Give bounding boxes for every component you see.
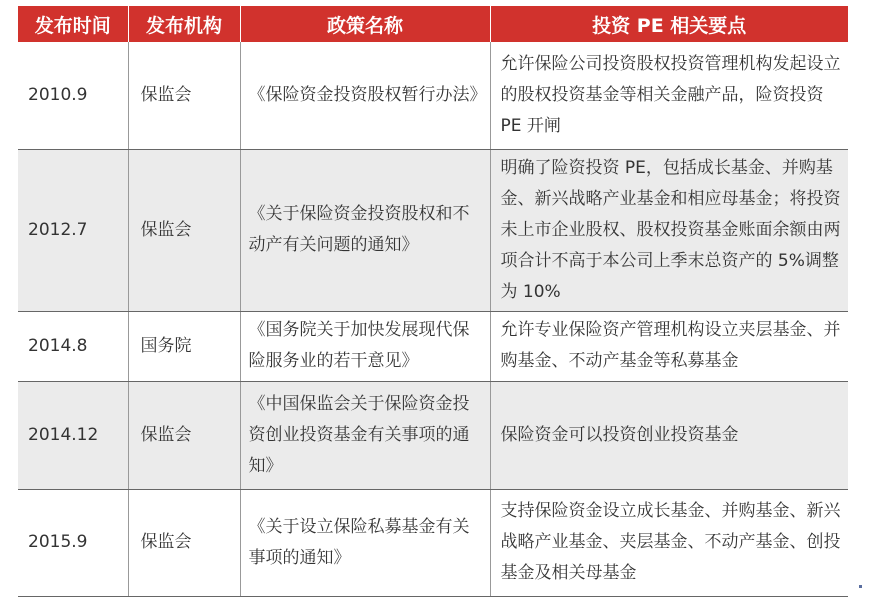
cell-policy: 《关于保险资金投资股权和不动产有关问题的通知》	[240, 149, 490, 311]
header-release-org: 发布机构	[128, 6, 240, 42]
cell-date: 2012.7	[18, 149, 128, 311]
cell-policy: 《关于设立保险私募基金有关事项的通知》	[240, 489, 490, 596]
cell-policy: 《保险资金投资股权暂行办法》	[240, 42, 490, 149]
table-row	[18, 489, 848, 596]
cell-points: 允许专业保险资产管理机构设立夹层基金、并购基金、不动产基金等私募基金	[490, 311, 848, 381]
cell-date: 2010.9	[18, 42, 128, 149]
cell-points: 保险资金可以投资创业投资基金	[490, 381, 848, 489]
header-pe-key-points: 投资 PE 相关要点	[490, 6, 848, 42]
cell-date: 2014.12	[18, 381, 128, 489]
policy-table	[18, 6, 848, 597]
cell-points: 允许保险公司投资股权投资管理机构发起设立的股权投资基金等相关金融产品，险资投资 PE 开闸	[490, 42, 848, 149]
decorative-dot	[859, 585, 862, 588]
table-row	[18, 149, 848, 311]
cell-org: 保监会	[128, 149, 240, 311]
cell-points: 明确了险资投资 PE，包括成长基金、并购基金、新兴战略产业基金和相应母基金；将投资未上市企业股权、股权投资基金账面余额由两项合计不高于本公司上季末总资产的 5%调整为 10%	[490, 149, 848, 311]
cell-org: 国务院	[128, 311, 240, 381]
cell-org: 保监会	[128, 489, 240, 596]
header-policy-name: 政策名称	[240, 6, 490, 42]
cell-policy: 《国务院关于加快发展现代保险服务业的若干意见》	[240, 311, 490, 381]
header-release-date: 发布时间	[18, 6, 128, 42]
cell-points: 支持保险资金设立成长基金、并购基金、新兴战略产业基金、夹层基金、不动产基金、创投基金及相关母基金	[490, 489, 848, 596]
cell-policy: 《中国保监会关于保险资金投资创业投资基金有关事项的通知》	[240, 381, 490, 489]
cell-date: 2015.9	[18, 489, 128, 596]
table-row	[18, 42, 848, 149]
policy-table-container	[18, 6, 848, 597]
table-row	[18, 381, 848, 489]
cell-org: 保监会	[128, 42, 240, 149]
cell-date: 2014.8	[18, 311, 128, 381]
cell-org: 保监会	[128, 381, 240, 489]
table-row	[18, 311, 848, 381]
table-header-row	[18, 6, 848, 42]
